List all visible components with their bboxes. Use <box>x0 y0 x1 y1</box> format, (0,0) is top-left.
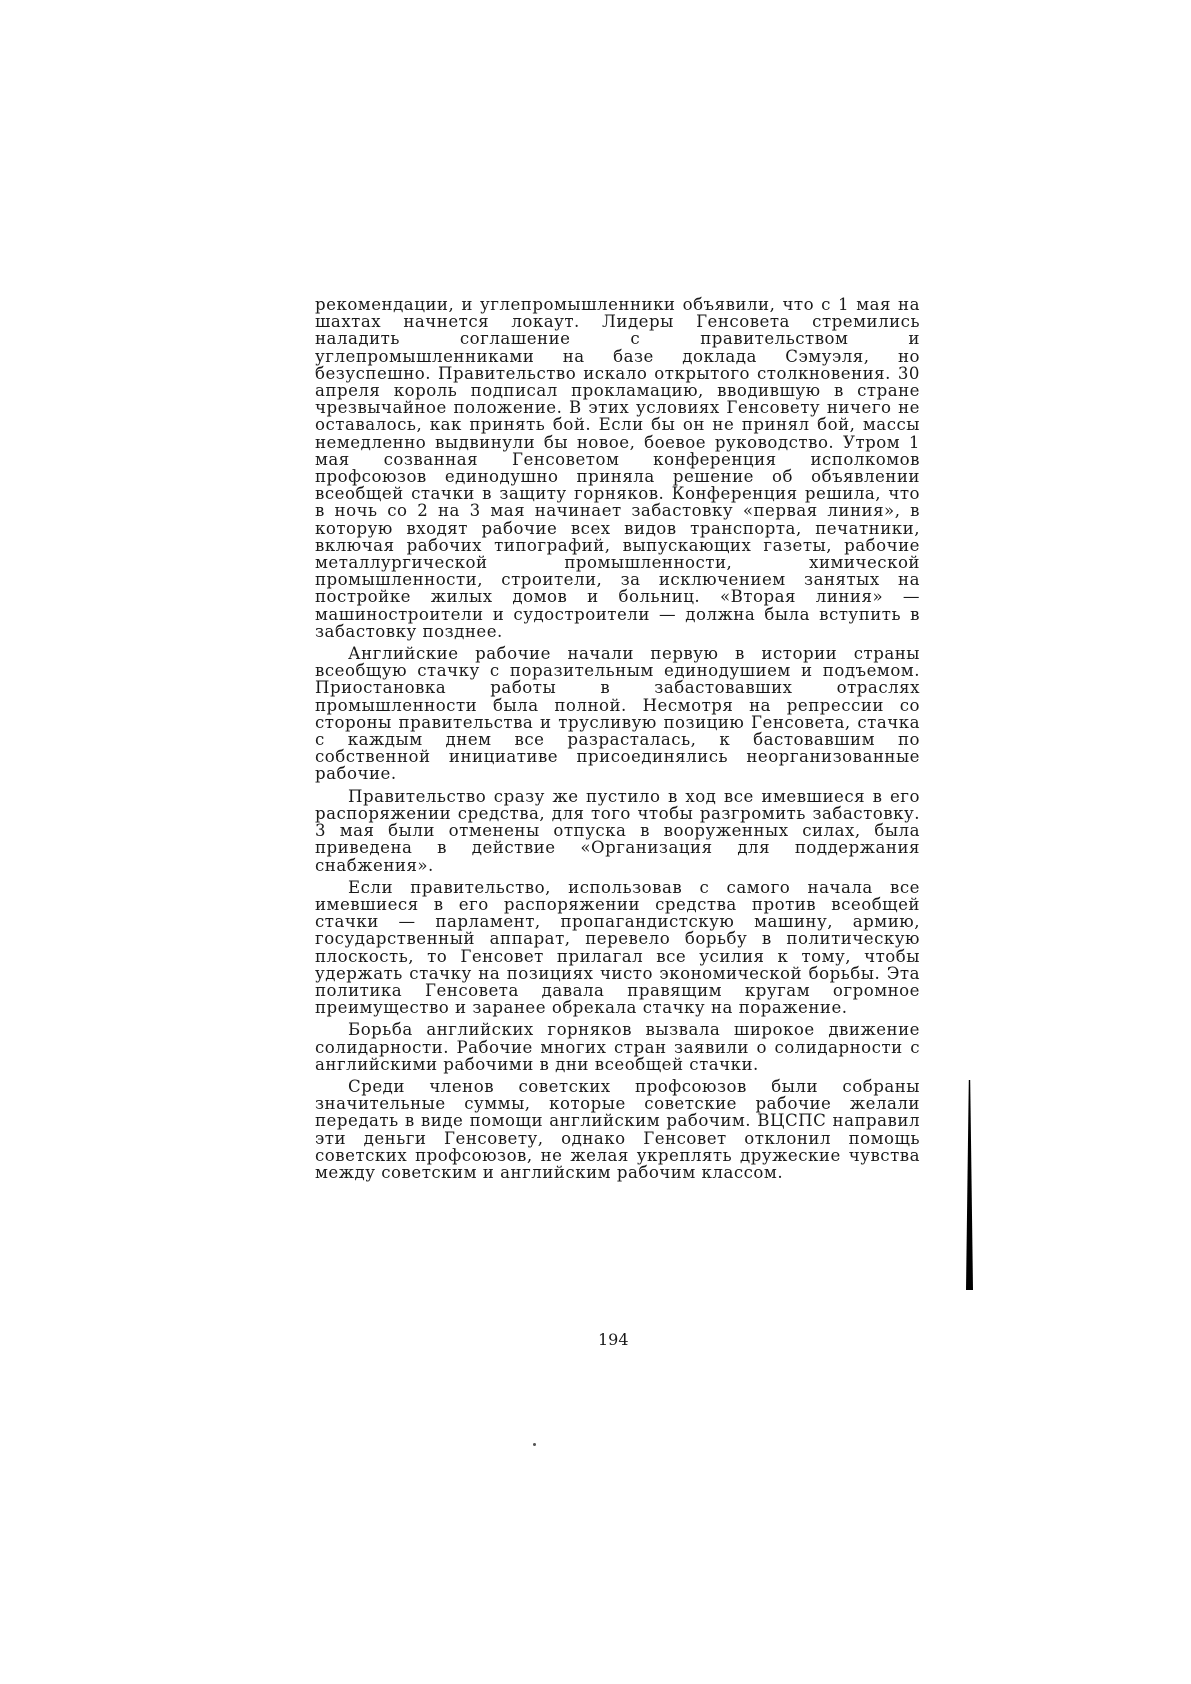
paragraph-1: рекомендации, и углепромышленники объявили, что с 1 мая на шахтах начнется локаут. Лидеры Генсовета стремились наладить соглашение с правительством и углепромышленниками на базе доклада Сэмуэля, но безуспешно. Правительство искало открытого столкновения. 30 апреля король подписал прокламацию, вводившую в стране чрезвычайное положение. В этих условиях Генсовету ничего не оставалось, как принять бой. Если бы он не принял бой, массы немедленно выдвинули бы новое, боевое руководство. Утром 1 мая созванная Генсоветом конференция исполкомов профсоюзов единодушно приняла решение об объявлении всеобщей стачки в защиту горняков. Конференция решила, что в ночь со 2 на 3 мая начинает забастовку «первая линия», в которую входят рабочие всех видов транспорта, печатники, включая рабочих типографий, выпускающих газеты, рабочие металлургической промышленности, химической промышленности, строители, за исключением занятых на постройке жилых домов и больниц. «Вторая линия» — машиностроители и судостроители — должна была вступить в забастовку позднее. <box>315 295 920 641</box>
paragraph-2: Английские рабочие начали первую в истории страны всеобщую стачку с поразительным единодушием и подъемом. Приостановка работы в забастовавших отраслях промышленности была полной. Несмотря на репрессии со стороны правительства и трусливую позицию Генсовета, стачка с каждым днем все разрасталась, к бастовавшим по собственной инициативе присоединялись неорганизованные рабочие. <box>315 644 920 784</box>
page-number: 194 <box>598 1330 629 1349</box>
paragraph-5: Борьба английских горняков вызвала широкое движение солидарности. Рабочие многих стран заявили о солидарности с английскими рабочими в дни всеобщей стачки. <box>315 1020 920 1074</box>
paragraph-4: Если правительство, использовав с самого начала все имевшиеся в его распоряжении средства против всеобщей стачки — парламент, пропагандистскую машину, армию, государственный аппарат, перевело борьбу в политическую плоскость, то Генсовет прилагал все усилия к тому, чтобы удержать стачку на позициях чисто экономической борьбы. Эта политика Генсовета давала правящим кругам огромное преимущество и заранее обрекала стачку на поражение. <box>315 877 920 1018</box>
paragraph-3: Правительство сразу же пустило в ход все имевшиеся в его распоряжении средства, для того чтобы разгромить забастовку. 3 мая были отменены отпуска в вооруженных силах, была приведена в действие «Организация для поддержания снабжения». <box>315 786 920 875</box>
scan-edge-mark <box>966 1080 973 1290</box>
scan-speck <box>533 1443 536 1446</box>
paragraph-6: Среди членов советских профсоюзов были собраны значительные суммы, которые советские рабочие желали передать в виде помощи английским рабочим. ВЦСПС направил эти деньги Генсовету, однако Генсовет отклонил помощь советских профсоюзов, не желая укреплять дружеские чувства между советским и английским рабочим классом. <box>315 1076 920 1182</box>
body-text <box>315 296 920 1186</box>
